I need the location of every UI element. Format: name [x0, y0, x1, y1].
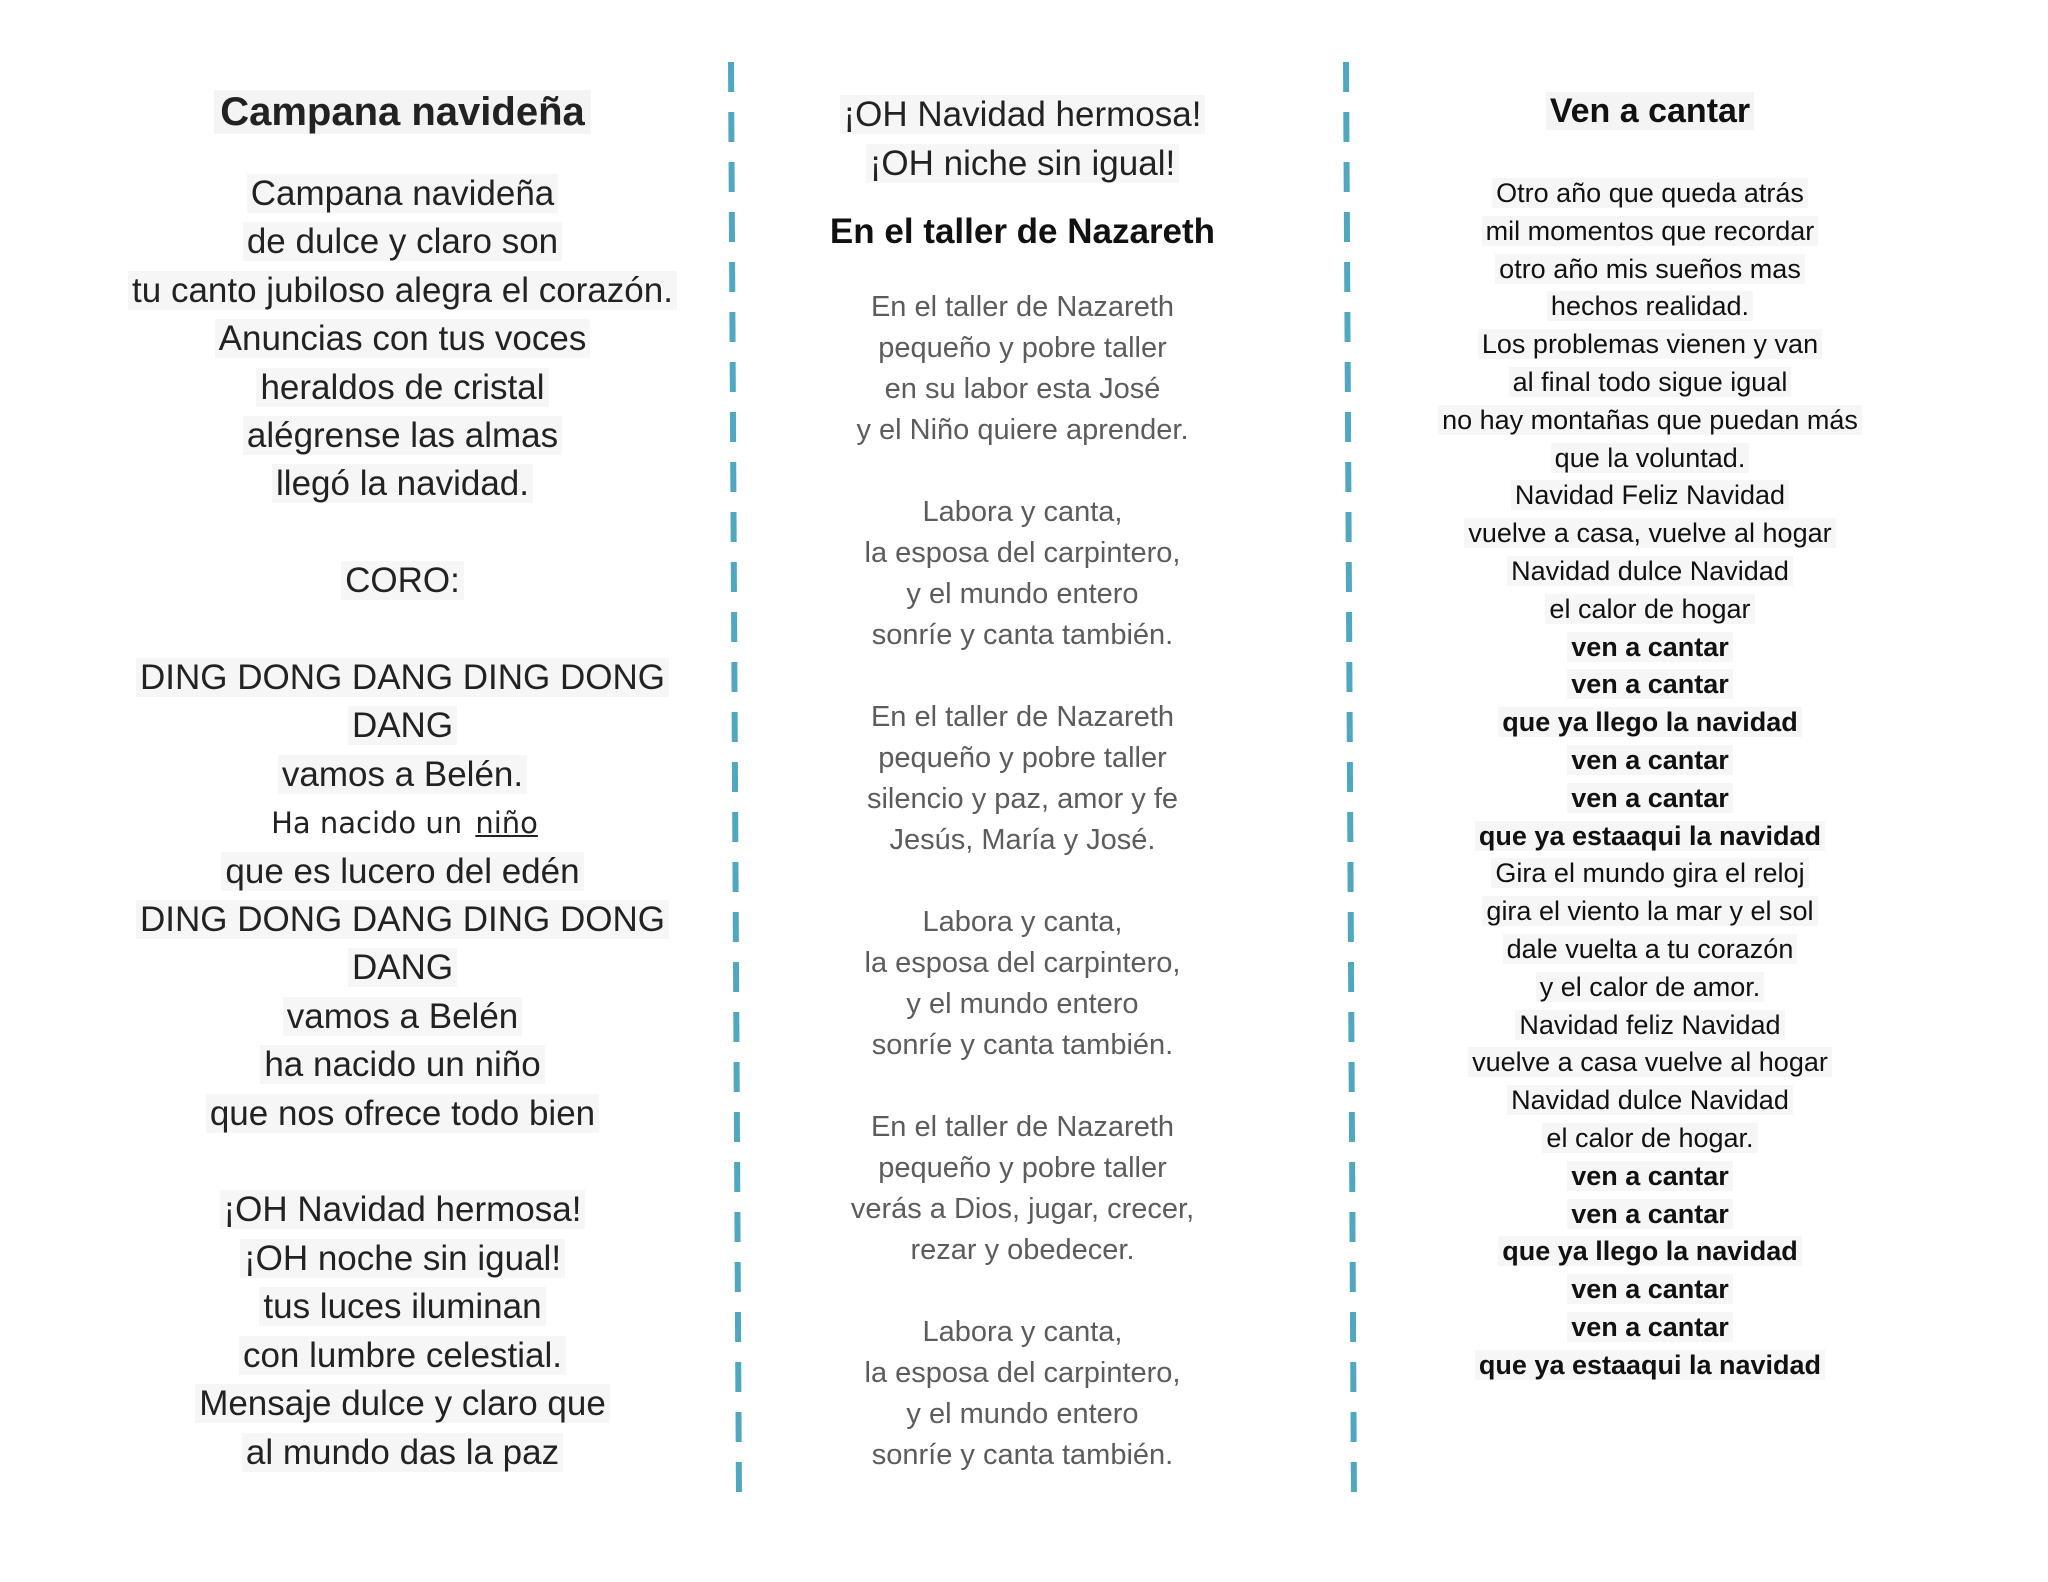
- lyric-line: [100, 654, 705, 702]
- lyric-line: [1395, 364, 1905, 402]
- lyric-text: otro año mis sueños mas: [1495, 254, 1805, 284]
- lyric-line: En el taller de Nazareth: [870, 1111, 1175, 1143]
- lyric-text: hechos realidad.: [1547, 291, 1753, 321]
- song-title-text: Ven a cantar: [1546, 92, 1754, 130]
- lyric-line: pequeño y pobre taller: [878, 1152, 1167, 1184]
- lyric-text: mil momentos que recordar: [1482, 216, 1819, 246]
- lyric-line: [100, 848, 705, 896]
- column-divider-right: [1340, 62, 1370, 1502]
- intro-line: [780, 90, 1265, 139]
- lyric-line: [1395, 251, 1905, 289]
- lyric-text: gira el viento la mar y el sol: [1482, 896, 1817, 926]
- lyric-text: que nos ofrece todo bien: [206, 1094, 599, 1133]
- lyric-text: vuelve a casa vuelve al hogar: [1468, 1047, 1832, 1077]
- lyric-line: pequeño y pobre taller: [878, 742, 1167, 774]
- lyric-line: [1395, 440, 1905, 478]
- lyric-line: y el Niño quiere aprender.: [856, 414, 1189, 446]
- lyric-text: al mundo das la paz: [242, 1433, 563, 1472]
- lyric-line: [100, 460, 705, 508]
- lyric-line: [100, 170, 705, 218]
- lyric-line: [100, 557, 705, 605]
- lyric-line: [100, 1380, 705, 1428]
- chorus-line: [1395, 818, 1905, 856]
- lyric-line: [100, 1041, 705, 1089]
- lyric-line: sonríe y canta también.: [871, 619, 1174, 651]
- lyric-line: Jesús, María y José.: [889, 824, 1156, 856]
- lyric-line: [100, 315, 705, 363]
- lyric-text: heraldos de cristal: [256, 368, 548, 407]
- lyric-line: sonríe y canta también.: [871, 1029, 1174, 1061]
- lyric-line: [100, 1090, 705, 1138]
- song-title: En el taller de Nazareth: [829, 212, 1216, 251]
- song-title: [100, 90, 705, 135]
- song-lyrics: [1395, 175, 1905, 1385]
- lyric-line: y el mundo entero: [906, 1398, 1139, 1430]
- chorus-line: [1395, 704, 1905, 742]
- chorus-line: [1395, 1271, 1905, 1309]
- lyric-line: Labora y canta,: [922, 1316, 1123, 1348]
- stanza-break: [100, 509, 705, 557]
- lyric-line: sonríe y canta también.: [871, 1439, 1174, 1471]
- lyric-text: de dulce y claro son: [243, 222, 562, 261]
- lyric-text: DANG: [348, 948, 457, 987]
- stanza-break: [780, 451, 1265, 492]
- lyric-line: [1395, 515, 1905, 553]
- chorus-line: [1395, 1158, 1905, 1196]
- lyric-line: [100, 218, 705, 266]
- lyric-line: En el taller de Nazareth: [870, 701, 1175, 733]
- lyric-line: [1395, 969, 1905, 1007]
- lyric-line: [100, 944, 705, 992]
- lyric-line: [100, 364, 705, 412]
- lyric-text: CORO:: [341, 561, 464, 600]
- lyric-line: [100, 1186, 705, 1234]
- lyric-text: tu canto jubiloso alegra el corazón.: [128, 271, 677, 310]
- lyric-text: ven a cantar: [1567, 1274, 1733, 1304]
- lyric-line: rezar y obedecer.: [910, 1234, 1135, 1266]
- lyric-line: [1395, 1082, 1905, 1120]
- lyric-text: llegó la navidad.: [272, 464, 533, 503]
- lyric-text: el calor de hogar.: [1542, 1123, 1757, 1153]
- lyric-text: y el calor de amor.: [1536, 972, 1765, 1002]
- lyric-text: ha nacido un niño: [260, 1045, 544, 1084]
- lyric-line: [1395, 893, 1905, 931]
- stanza-break: [780, 1066, 1265, 1107]
- lyric-text: vamos a Belén.: [278, 755, 527, 794]
- lyric-line: [100, 1429, 705, 1477]
- lyric-text: Navidad feliz Navidad: [1515, 1010, 1784, 1040]
- intro-text: ¡OH Navidad hermosa!: [840, 95, 1206, 134]
- lyric-line: [1395, 1044, 1905, 1082]
- chorus-line: [1395, 629, 1905, 667]
- lyric-text: vuelve a casa, vuelve al hogar: [1464, 518, 1835, 548]
- lyric-underlined-word: niño: [475, 806, 538, 841]
- lyric-text: Navidad dulce Navidad: [1507, 556, 1793, 586]
- lyric-text: ven a cantar: [1567, 745, 1733, 775]
- column-divider-left: [725, 62, 755, 1502]
- lyric-text: que ya llego la navidad: [1498, 1236, 1802, 1266]
- chorus-line: [1395, 1233, 1905, 1271]
- lyric-text: que ya estaaqui la navidad: [1475, 821, 1825, 851]
- song-intro-lines: [780, 90, 1265, 188]
- chorus-line: [1395, 742, 1905, 780]
- song-title: [1395, 92, 1905, 131]
- lyric-text: ven a cantar: [1567, 783, 1733, 813]
- lyric-text: que ya estaaqui la navidad: [1475, 1350, 1825, 1380]
- lyric-text: ven a cantar: [1567, 1312, 1733, 1342]
- lyric-line: pequeño y pobre taller: [878, 332, 1167, 364]
- chorus-line: [1395, 1196, 1905, 1234]
- lyric-line: [100, 799, 705, 847]
- lyric-line: [100, 702, 705, 750]
- lyric-text: ven a cantar: [1567, 669, 1733, 699]
- intro-line: [780, 139, 1265, 188]
- lyric-text: Campana navideña: [247, 174, 559, 213]
- lyric-line: [100, 412, 705, 460]
- lyric-line: y el mundo entero: [906, 988, 1139, 1020]
- lyric-text: que ya llego la navidad: [1498, 707, 1802, 737]
- lyric-text: ven a cantar: [1567, 632, 1733, 662]
- lyric-line: [100, 1332, 705, 1380]
- intro-text: ¡OH niche sin igual!: [866, 144, 1179, 183]
- lyric-line: Labora y canta,: [922, 496, 1123, 528]
- lyric-line: [1395, 326, 1905, 364]
- lyric-line: [1395, 855, 1905, 893]
- lyric-text: Gira el mundo gira el reloj: [1491, 858, 1808, 888]
- lyric-text: ven a cantar: [1567, 1161, 1733, 1191]
- chorus-line: [1395, 1309, 1905, 1347]
- lyric-line: [100, 751, 705, 799]
- lyric-line: [1395, 1120, 1905, 1158]
- lyric-line: [100, 1235, 705, 1283]
- lyric-line: [1395, 213, 1905, 251]
- lyric-text: vamos a Belén: [283, 997, 523, 1036]
- lyric-text: Otro año que queda atrás: [1492, 178, 1808, 208]
- lyric-line: y el mundo entero: [906, 578, 1139, 610]
- lyric-text: ¡OH Navidad hermosa!: [220, 1190, 586, 1229]
- lyric-text: Navidad Feliz Navidad: [1511, 480, 1789, 510]
- chorus-line: [1395, 666, 1905, 704]
- lyric-line: [1395, 1007, 1905, 1045]
- lyric-text: al final todo sigue igual: [1509, 367, 1792, 397]
- lyric-text: DING DONG DANG DING DONG: [136, 900, 669, 939]
- chorus-line: [1395, 780, 1905, 818]
- lyric-text: Ha nacido un: [271, 806, 472, 841]
- song-lyrics: [100, 170, 705, 1477]
- stanza-break: [780, 1271, 1265, 1312]
- lyric-text: ven a cantar: [1567, 1199, 1733, 1229]
- lyric-text: DING DONG DANG DING DONG: [136, 658, 669, 697]
- lyric-line: en su labor esta José: [884, 373, 1161, 405]
- lyric-text: con lumbre celestial.: [239, 1336, 566, 1375]
- lyric-line: [1395, 931, 1905, 969]
- lyric-line: [1395, 288, 1905, 326]
- lyric-text: alégrense las almas: [243, 416, 562, 455]
- lyric-text: dale vuelta a tu corazón: [1503, 934, 1798, 964]
- lyric-line: [100, 1283, 705, 1331]
- stanza-break: [100, 606, 705, 654]
- song-title-text: Campana navideña: [214, 90, 591, 134]
- lyric-text: el calor de hogar: [1545, 594, 1754, 624]
- lyric-line: [100, 267, 705, 315]
- lyric-line: la esposa del carpintero,: [864, 1357, 1181, 1389]
- chorus-line: [1395, 1347, 1905, 1385]
- lyric-line: En el taller de Nazareth: [870, 291, 1175, 323]
- lyric-line: Labora y canta,: [922, 906, 1123, 938]
- lyric-text: Mensaje dulce y claro que: [195, 1384, 610, 1423]
- lyric-line: [1395, 402, 1905, 440]
- lyric-line: verás a Dios, jugar, crecer,: [850, 1193, 1195, 1225]
- lyric-line: [1395, 175, 1905, 213]
- lyric-text: no hay montañas que puedan más: [1438, 405, 1862, 435]
- lyric-line: [1395, 553, 1905, 591]
- lyric-text: Navidad dulce Navidad: [1507, 1085, 1793, 1115]
- lyric-line: la esposa del carpintero,: [864, 947, 1181, 979]
- song-lyrics: [780, 287, 1265, 1476]
- lyric-line: [1395, 477, 1905, 515]
- stanza-break: [780, 656, 1265, 697]
- lyric-text: DANG: [348, 706, 457, 745]
- stanza-break: [780, 861, 1265, 902]
- lyric-line: silencio y paz, amor y fe: [866, 783, 1179, 815]
- lyric-line: [100, 993, 705, 1041]
- lyric-text: ¡OH noche sin igual!: [240, 1239, 565, 1278]
- stanza-break: [100, 1138, 705, 1186]
- lyric-text: que la voluntad.: [1551, 443, 1750, 473]
- lyric-text: Anuncias con tus voces: [215, 319, 591, 358]
- lyric-line: la esposa del carpintero,: [864, 537, 1181, 569]
- lyric-line: [1395, 591, 1905, 629]
- lyric-text: que es lucero del edén: [221, 852, 583, 891]
- lyric-line: [100, 896, 705, 944]
- lyric-text: tus luces iluminan: [259, 1287, 545, 1326]
- lyric-text: Los problemas vienen y van: [1478, 329, 1822, 359]
